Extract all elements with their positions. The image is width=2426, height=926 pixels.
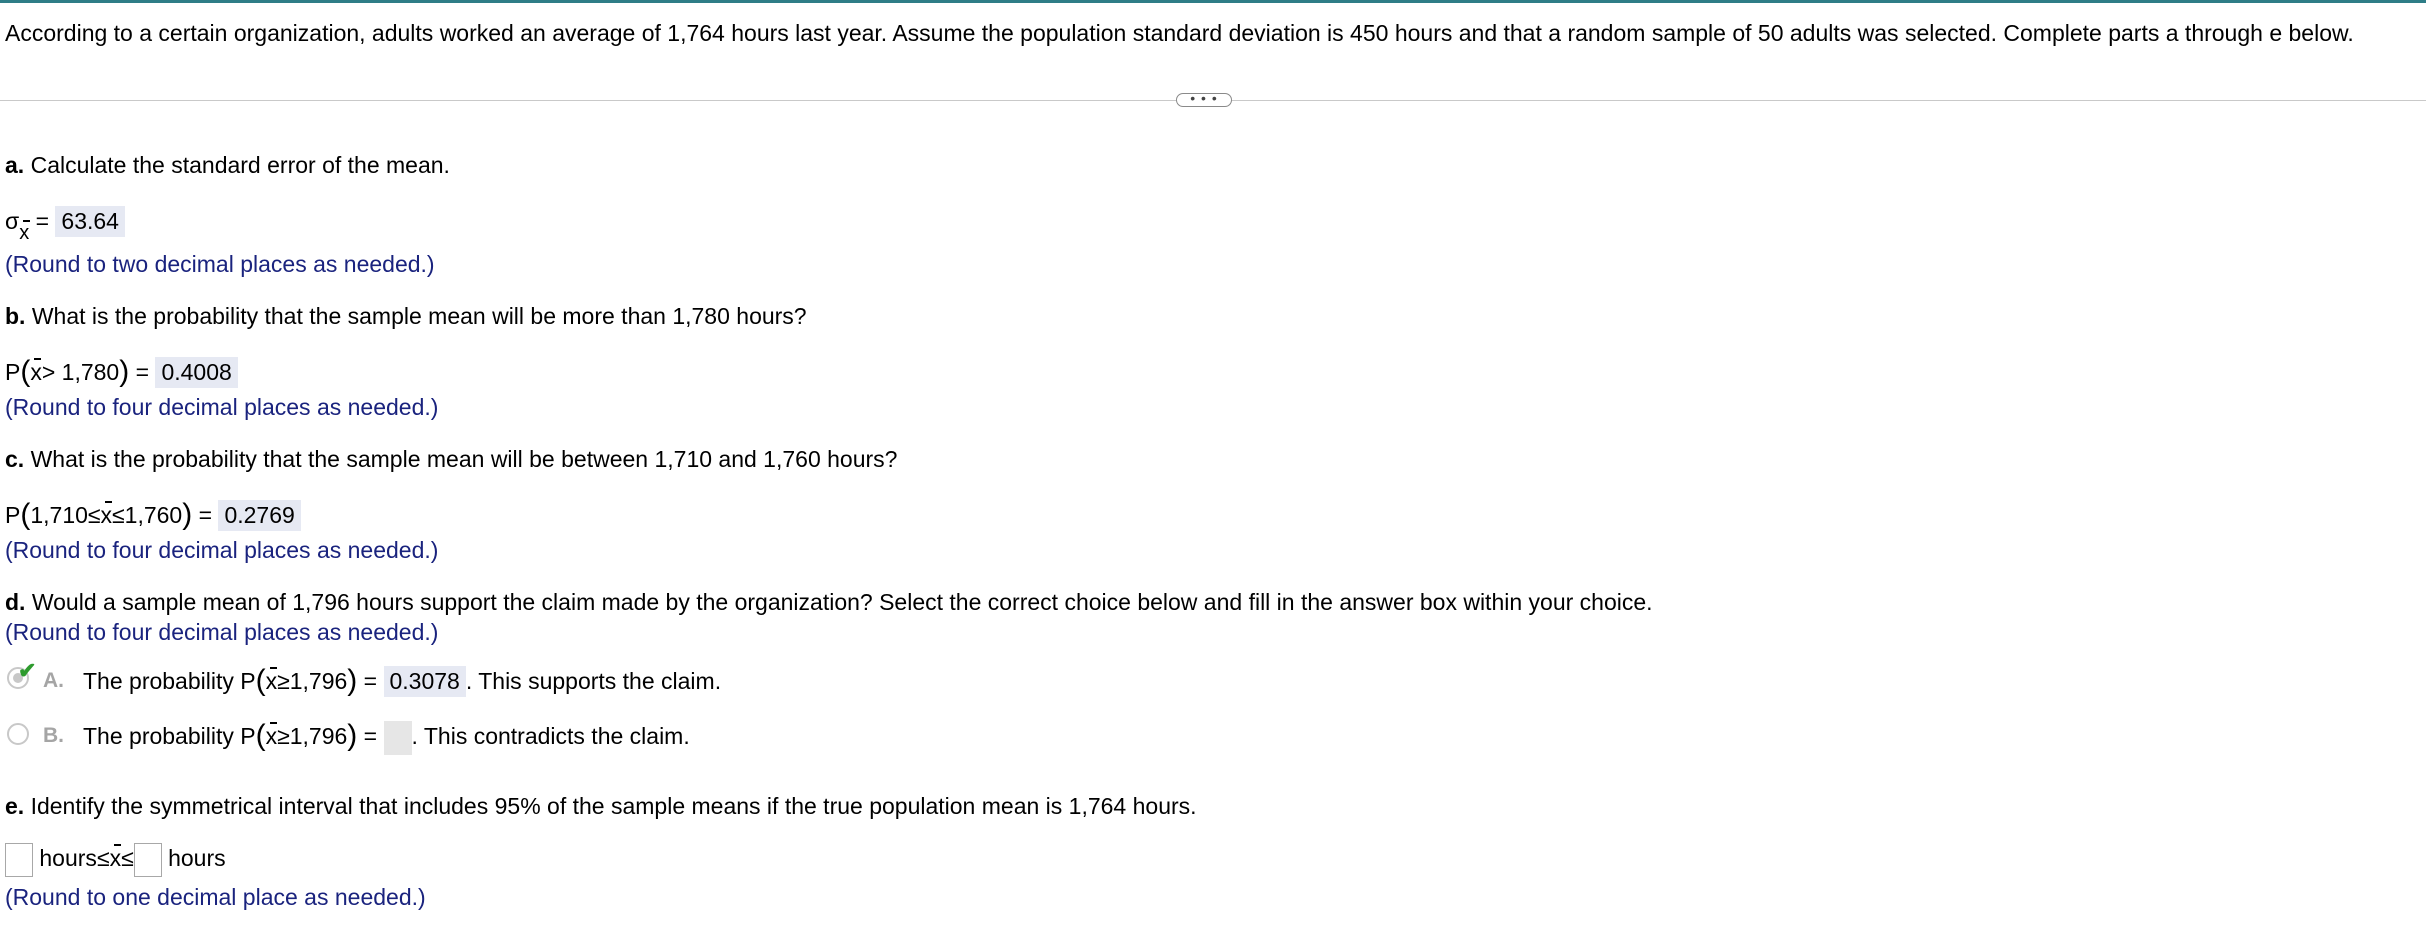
option-b-prefix: The probability P [83,723,256,749]
xbar-symbol: x [109,845,122,872]
equals-sign: = [135,359,150,385]
option-b-suffix: . This contradicts the claim. [411,723,690,749]
option-b-radio[interactable] [7,723,29,745]
open-paren: ( [255,719,266,752]
equals-sign: = [363,668,378,694]
part-e-question [5,795,1197,818]
xbar-symbol: x [265,723,278,749]
part-c-answer[interactable]: 0.2769 [218,500,300,531]
equals-sign: = [363,723,378,749]
sigma-subscript-xbar: x [19,222,30,244]
open-paren: ( [255,664,266,697]
part-c-text: What is the probability that the sample mean will be between 1,710 and 1,760 hours? [30,446,898,472]
part-b-label: b. [5,303,26,329]
sigma-symbol: σ [5,208,20,234]
xbar-symbol: x [30,359,42,385]
option-a-content [83,665,721,697]
part-a-answer-row [5,206,125,244]
part-b-question [5,305,807,328]
part-c-question [5,448,897,471]
le-sign: ≤ [96,845,110,872]
part-b-answer-row [5,356,238,388]
part-a-hint: (Round to two decimal places as needed.) [5,251,435,277]
part-c-answer-row [5,499,301,531]
part-b-value: 1,780 [61,359,120,385]
part-a-text: Calculate the standard error of the mean. [30,152,450,178]
option-b-letter: B. [43,724,64,747]
xbar-symbol: x [265,668,278,694]
close-paren: ) [182,498,193,531]
xbar-symbol: x [100,502,113,528]
le-sign: ≤ [112,502,125,528]
close-paren: ) [347,719,358,752]
option-a-letter: A. [43,669,64,692]
part-c-label: c. [5,446,25,472]
option-a-value: 1,796 [289,668,348,694]
correct-check-icon: ✔ [18,658,37,683]
part-e-hint: (Round to one decimal place as needed.) [5,884,426,910]
part-e-text: Identify the symmetrical interval that includes 95% of the sample means if the true population mean is 1,764 hours. [30,793,1197,819]
close-paren: ) [347,664,358,697]
part-a-label: a. [5,152,25,178]
part-e-answer-row [5,843,226,877]
part-d-question [5,591,1653,614]
option-a-prefix: The probability P [83,668,256,694]
le-sign: ≤ [121,845,134,872]
equals-sign: = [198,502,213,528]
ge-sign: ≥ [277,723,290,749]
le-sign: ≤ [87,502,101,528]
problem-statement: According to a certain organization, adults worked an average of 1,764 hours last year. Assume the population standard deviation is 450 hours and that a random sample of 50 adults was selected. Complete parts a through e below. [5,20,2354,46]
open-paren: ( [20,355,31,388]
upper-bound-input[interactable] [134,843,162,877]
part-c-high: 1,760 [124,502,183,528]
unit-hours: hours [39,845,97,872]
option-a-suffix: . This supports the claim. [465,668,722,694]
option-b-content [83,720,690,755]
part-a-question [5,154,450,177]
part-d-text: Would a sample mean of 1,796 hours support the claim made by the organization? Select the correct choice below and fill in the answer box within your choice. [31,589,1653,615]
expand-button[interactable]: • • • [1176,93,1232,107]
part-d-label: d. [5,589,26,615]
prob-p: P [5,502,21,528]
lower-bound-input[interactable] [5,843,33,877]
unit-hours: hours [168,845,226,872]
option-b-answer-box[interactable] [384,721,412,755]
part-c-low: 1,710 [30,502,88,528]
open-paren: ( [20,498,31,531]
option-a-answer[interactable]: 0.3078 [384,666,466,697]
equals-sign: = [35,208,50,234]
part-b-hint: (Round to four decimal places as needed.) [5,394,439,420]
ge-sign: ≥ [277,668,290,694]
part-b-text: What is the probability that the sample mean will be more than 1,780 hours? [31,303,807,329]
prob-p: P [5,359,21,385]
close-paren: ) [119,355,130,388]
part-d-hint: (Round to four decimal places as needed.) [5,619,439,645]
part-c-hint: (Round to four decimal places as needed.) [5,537,439,563]
top-accent-bar [0,0,2426,3]
part-e-label: e. [5,793,25,819]
part-a-answer[interactable]: 63.64 [55,206,125,237]
greater-than-sign: > [41,359,56,385]
option-b-value: 1,796 [289,723,348,749]
part-b-answer[interactable]: 0.4008 [155,357,237,388]
